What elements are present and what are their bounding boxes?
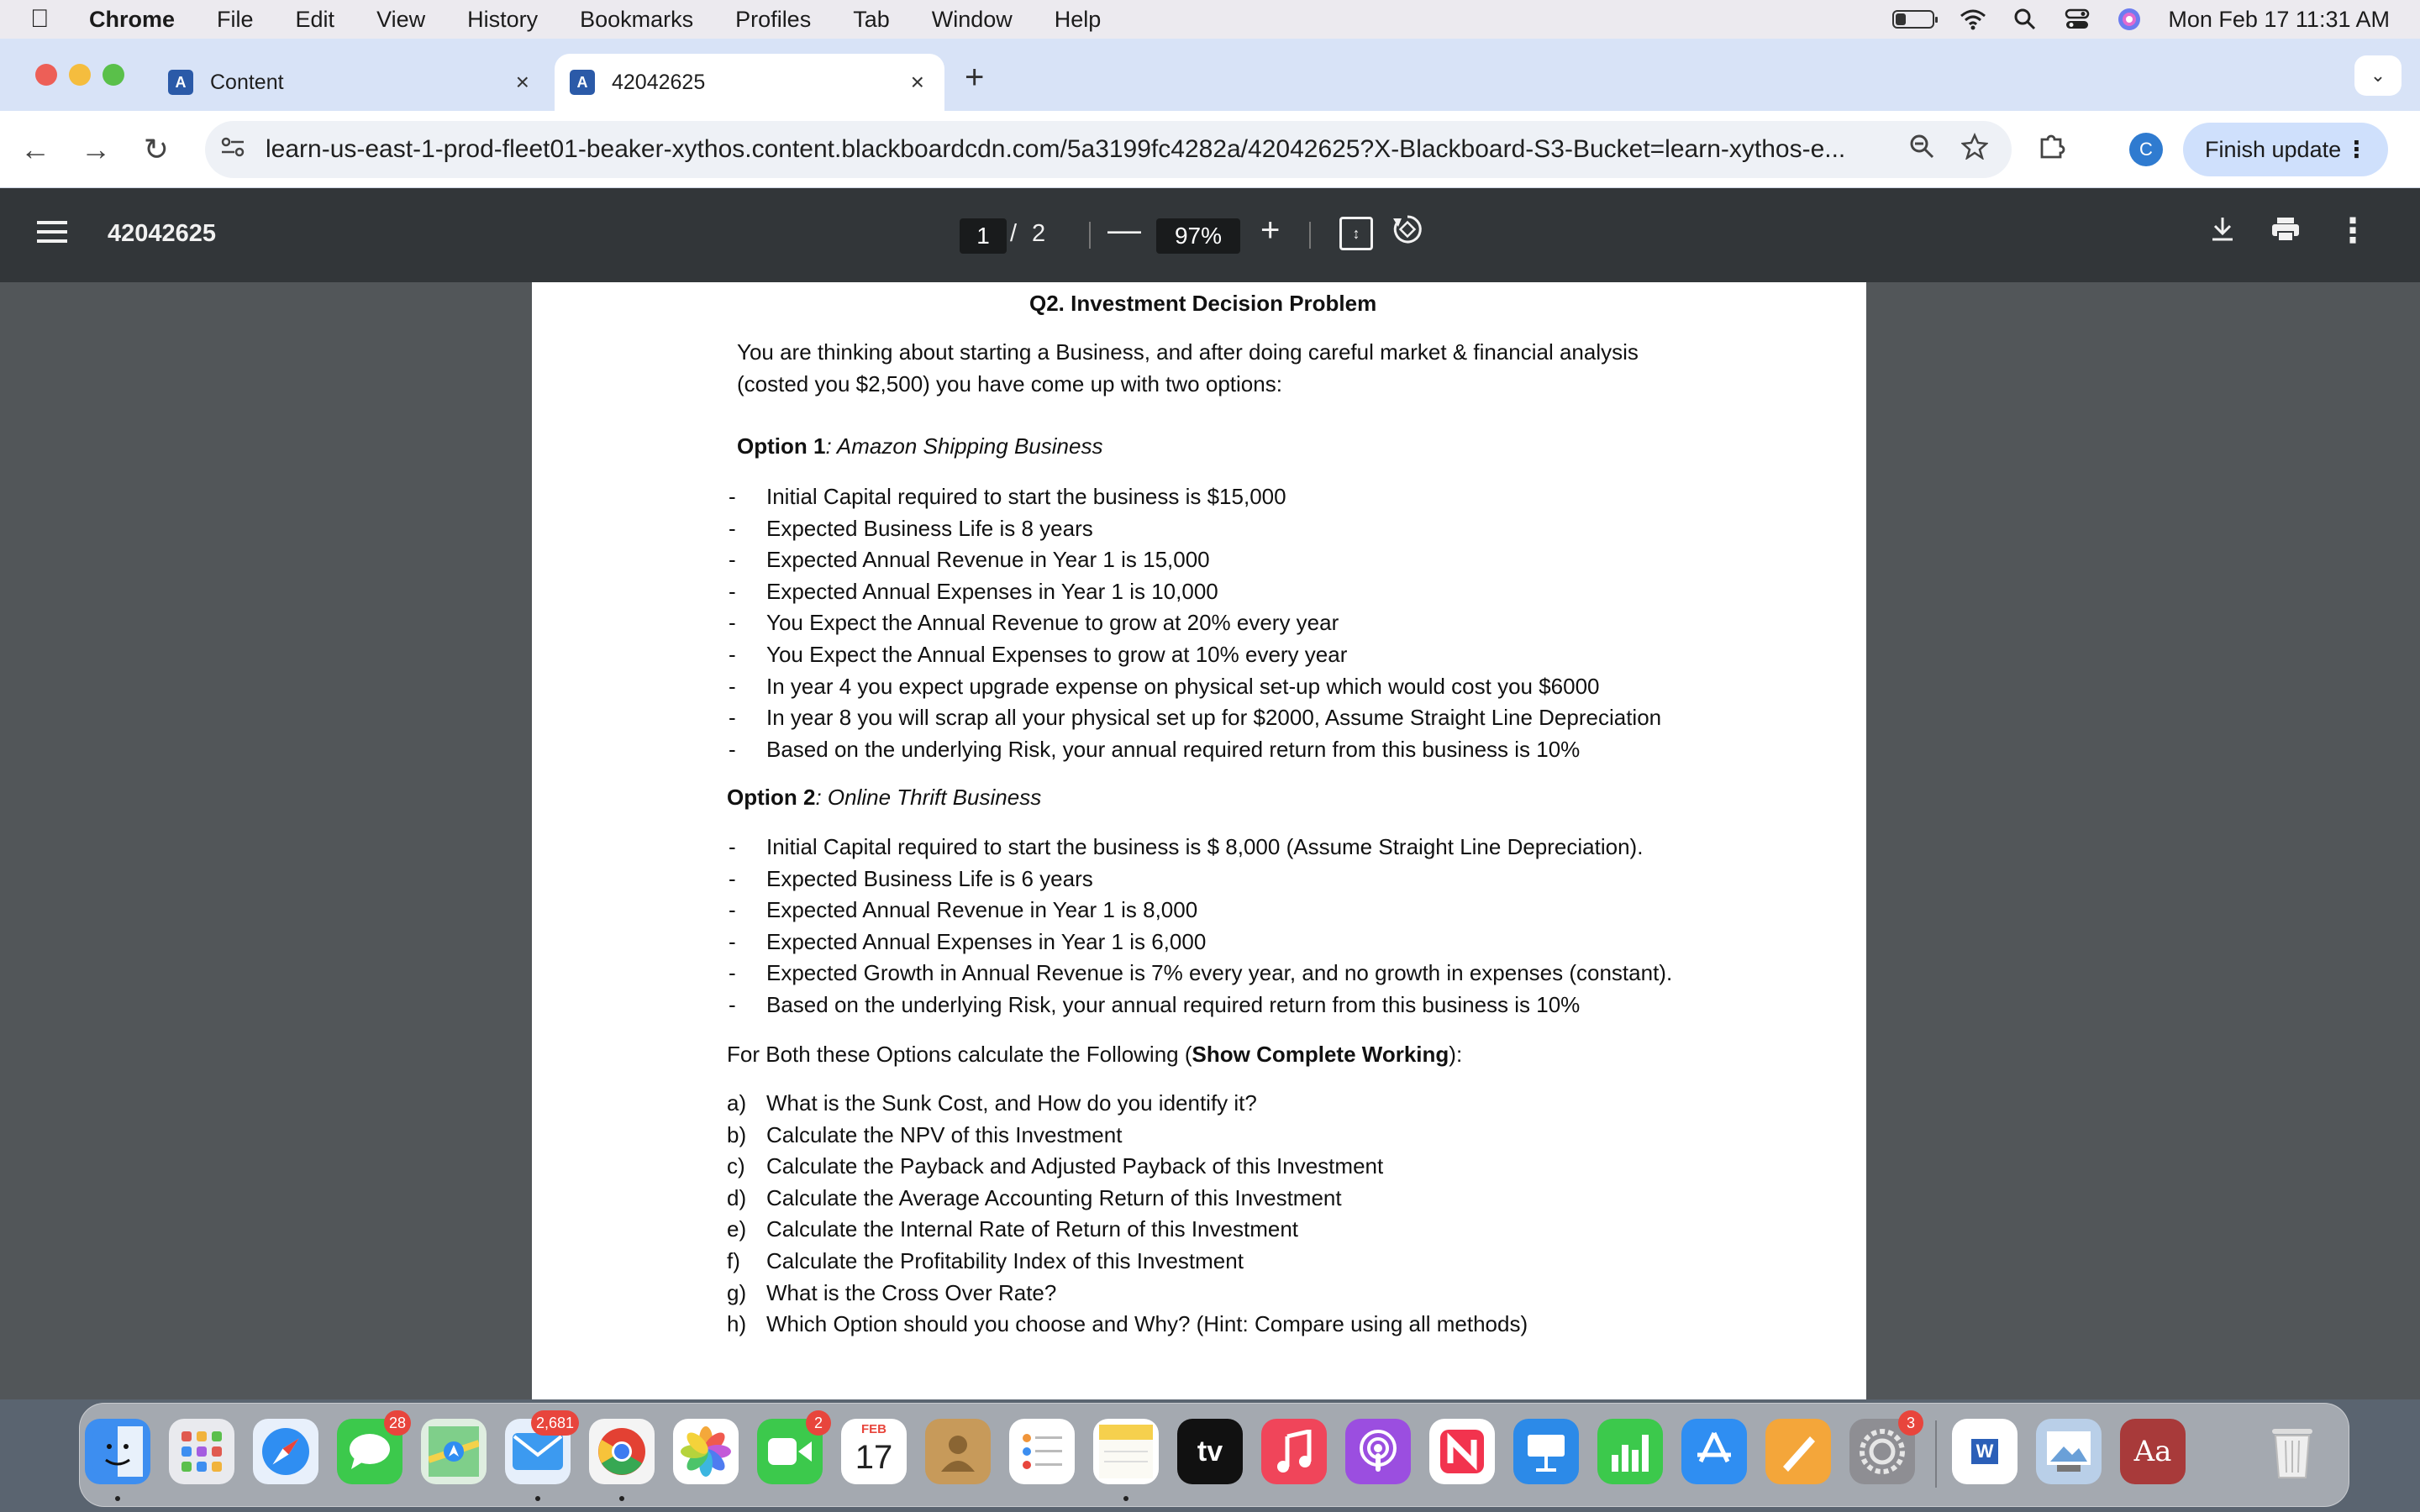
control-center-icon[interactable]: [2064, 6, 2091, 33]
url-text[interactable]: learn-us-east-1-prod-fleet01-beaker-xythos.content.blackboardcdn.com/5a3199fc4282a/42042625?X-Blackboard-S3-Bucket=learn-xythos-e...: [266, 135, 1846, 163]
finish-update-label: Finish update: [2205, 136, 2342, 162]
question-label: a): [727, 1090, 747, 1116]
bullet-item: Expected Growth in Annual Revenue is 7% every year, and no growth in expenses (constant).: [766, 960, 1673, 986]
bullet-dash: -: [729, 736, 736, 762]
instructions-bold: Show Complete Working: [1192, 1042, 1449, 1067]
menu-file[interactable]: File: [217, 6, 254, 32]
option-1-heading: [737, 433, 1102, 459]
tab-close-icon[interactable]: ×: [515, 69, 529, 95]
mail-icon[interactable]: [505, 1414, 574, 1484]
contacts-icon[interactable]: [925, 1419, 991, 1484]
question-label: f): [727, 1248, 740, 1273]
zoom-magnifier-icon[interactable]: [1909, 134, 1934, 165]
running-indicator: [535, 1496, 540, 1501]
intro-text-line-2: (costed you $2,500) you have come up with two options:: [737, 371, 1282, 396]
question-text: Which Option should you choose and Why? (Hint: Compare using all methods): [766, 1311, 1528, 1337]
question-label: b): [727, 1121, 747, 1147]
music-icon[interactable]: [1261, 1419, 1327, 1484]
new-tab-button[interactable]: +: [965, 59, 985, 96]
dock-separator: [1935, 1420, 1937, 1488]
question-label: g): [727, 1279, 747, 1305]
menu-bookmarks[interactable]: Bookmarks: [580, 6, 694, 32]
tab-search-dropdown-icon[interactable]: ⌄: [2354, 55, 2402, 96]
bullet-item: Expected Annual Expenses in Year 1 is 6,000: [766, 928, 1207, 954]
siri-icon[interactable]: [2116, 6, 2143, 33]
rotate-icon[interactable]: [1392, 213, 1423, 254]
extensions-puzzle-icon[interactable]: [2037, 131, 2065, 167]
calendar-day: 17: [855, 1439, 893, 1476]
page-number-input[interactable]: 1: [960, 218, 1007, 254]
tab-42042625[interactable]: [555, 54, 944, 111]
dictionary-icon[interactable]: [2120, 1419, 2186, 1484]
trash-icon[interactable]: [2260, 1419, 2325, 1484]
zoom-out-button[interactable]: —: [1107, 212, 1141, 249]
word-document-icon[interactable]: [1952, 1419, 2018, 1484]
menu-edit[interactable]: Edit: [295, 6, 335, 32]
chrome-window: [0, 39, 2420, 1399]
menu-tab[interactable]: Tab: [853, 6, 890, 32]
window-close-button[interactable]: [35, 64, 57, 86]
blackboard-favicon-icon: A: [168, 70, 193, 95]
bullet-item: In year 8 you will scrap all your physical set up for $2000, Assume Straight Line Depreciation: [766, 705, 1662, 731]
spotlight-search-icon[interactable]: [2012, 6, 2039, 33]
reload-button[interactable]: ↻: [143, 132, 170, 166]
bullet-item: Expected Business Life is 6 years: [766, 865, 1093, 891]
bullet-dash: -: [729, 673, 736, 699]
keynote-icon[interactable]: [1513, 1419, 1579, 1484]
pdf-more-options-icon[interactable]: ⋮: [2336, 213, 2370, 249]
photos-icon[interactable]: [673, 1419, 739, 1484]
calendar-icon[interactable]: [841, 1419, 907, 1484]
forward-button[interactable]: →: [81, 132, 111, 166]
messages-icon[interactable]: [337, 1414, 406, 1484]
bullet-dash: -: [729, 928, 736, 954]
question-text: Calculate the Profitability Index of this Investment: [766, 1248, 1244, 1273]
bullet-dash: -: [729, 578, 736, 604]
instructions-prefix: For Both these Options calculate the Following (: [727, 1042, 1192, 1067]
page-total: 2: [1032, 220, 1046, 247]
profile-avatar[interactable]: C: [2129, 133, 2163, 166]
pdf-viewer-toolbar: [0, 188, 2420, 282]
question-label: h): [727, 1311, 747, 1337]
question-text: Calculate the Average Accounting Return of this Investment: [766, 1184, 1342, 1210]
notes-icon[interactable]: [1093, 1419, 1159, 1484]
bullet-item: You Expect the Annual Expenses to grow at 10% every year: [766, 642, 1348, 667]
question-text: What is the Sunk Cost, and How do you identify it?: [766, 1090, 1257, 1116]
option-1-label: Option 1: [737, 433, 826, 459]
finder-icon[interactable]: [85, 1419, 150, 1484]
bookmark-star-icon[interactable]: [1961, 133, 1988, 166]
bullet-item: Expected Annual Expenses in Year 1 is 10,000: [766, 578, 1218, 604]
apple-menu-icon[interactable]: [30, 5, 64, 34]
bullet-dash: -: [729, 960, 736, 986]
dictionary-label: Aa: [2133, 1435, 2172, 1468]
word-label: W: [1971, 1439, 1999, 1464]
menu-window[interactable]: Window: [931, 6, 1013, 32]
fit-to-page-icon[interactable]: ↕: [1339, 217, 1373, 250]
bullet-dash: -: [729, 897, 736, 923]
apple-tv-icon[interactable]: [1177, 1419, 1243, 1484]
numbers-icon[interactable]: [1597, 1419, 1663, 1484]
facetime-icon[interactable]: [757, 1414, 823, 1484]
zoom-level-input[interactable]: 97%: [1156, 218, 1240, 254]
bullet-item: Initial Capital required to start the business is $15,000: [766, 484, 1286, 509]
page-separator: /: [1010, 220, 1018, 247]
bullet-dash: -: [729, 610, 736, 636]
bullet-dash: -: [729, 642, 736, 667]
menu-view[interactable]: View: [376, 6, 426, 32]
bullet-item: Expected Annual Revenue in Year 1 is 15,000: [766, 547, 1210, 573]
macos-menubar: [0, 0, 2420, 39]
bullet-item: Expected Annual Revenue in Year 1 is 8,000: [766, 897, 1198, 923]
tab-title: 42042625: [612, 70, 706, 94]
toolbar-divider: [1309, 222, 1311, 249]
menu-history[interactable]: History: [467, 6, 539, 32]
bullet-item: Based on the underlying Risk, your annual required return from this business is 10%: [766, 736, 1581, 762]
running-indicator: [619, 1496, 624, 1501]
chrome-menu-icon[interactable]: ⋮: [2345, 136, 2368, 162]
window-zoom-button[interactable]: [103, 64, 124, 86]
download-icon[interactable]: [2210, 215, 2235, 250]
bullet-dash: -: [729, 865, 736, 891]
tab-strip: [0, 39, 2420, 111]
document-heading: Q2. Investment Decision Problem: [1029, 291, 1377, 316]
address-bar[interactable]: [205, 121, 2012, 178]
bullet-item: Initial Capital required to start the business is $ 8,000 (Assume Straight Line Depreciation).: [766, 834, 1644, 859]
bullet-dash: -: [729, 515, 736, 541]
reminders-icon[interactable]: [1009, 1419, 1075, 1484]
pdf-viewport[interactable]: [0, 282, 2420, 1399]
bullet-dash: -: [729, 992, 736, 1017]
finish-update-button[interactable]: [2183, 123, 2388, 176]
option-2-name: : Online Thrift Business: [815, 785, 1042, 810]
option-2-label: Option 2: [727, 785, 816, 810]
zoom-in-button[interactable]: +: [1260, 212, 1281, 249]
app-store-icon[interactable]: [1681, 1419, 1747, 1484]
messages-badge: 28: [384, 1410, 411, 1436]
bullet-item: In year 4 you expect upgrade expense on physical set-up which would cost you $6000: [766, 673, 1600, 699]
print-icon[interactable]: [2270, 215, 2301, 250]
running-indicator: [1123, 1496, 1128, 1501]
intro-text-line-1: You are thinking about starting a Business, and after doing careful market & financial analysis: [737, 339, 1639, 365]
question-text: Calculate the Internal Rate of Return of this Investment: [766, 1216, 1299, 1242]
chrome-icon[interactable]: [589, 1419, 655, 1484]
pdf-document-title: 42042625: [108, 220, 217, 247]
pdf-page: [532, 282, 1866, 1399]
calendar-month: FEB: [861, 1422, 886, 1436]
mail-badge: 2,681: [531, 1410, 579, 1436]
option-2-heading: [727, 785, 1041, 811]
maps-icon[interactable]: [421, 1419, 487, 1484]
menubar-clock[interactable]: Mon Feb 17 11:31 AM: [2168, 6, 2390, 32]
preview-icon[interactable]: [2036, 1419, 2102, 1484]
menu-help[interactable]: Help: [1054, 6, 1102, 32]
instructions-line: [727, 1042, 1462, 1068]
podcasts-icon[interactable]: [1345, 1419, 1411, 1484]
instructions-suffix: ):: [1449, 1042, 1463, 1067]
pages-icon[interactable]: [1765, 1419, 1831, 1484]
question-text: Calculate the Payback and Adjusted Payback of this Investment: [766, 1153, 1384, 1179]
news-icon[interactable]: [1429, 1419, 1495, 1484]
sidebar-menu-icon[interactable]: [37, 215, 67, 253]
toolbar-divider: [1089, 222, 1091, 249]
bullet-dash: -: [729, 705, 736, 731]
safari-icon[interactable]: [253, 1419, 318, 1484]
window-minimize-button[interactable]: [69, 64, 91, 86]
site-info-icon[interactable]: [220, 136, 245, 164]
macos-dock: [79, 1403, 2349, 1507]
browser-toolbar: [0, 111, 2420, 188]
question-label: e): [727, 1216, 747, 1242]
menu-app-chrome[interactable]: Chrome: [89, 6, 176, 32]
settings-badge: 3: [1898, 1410, 1923, 1436]
menu-profiles[interactable]: Profiles: [735, 6, 812, 32]
option-1-name: : Amazon Shipping Business: [825, 433, 1103, 459]
bullet-dash: -: [729, 484, 736, 509]
apple-tv-label: tv: [1197, 1435, 1223, 1467]
launchpad-icon[interactable]: [169, 1419, 234, 1484]
tab-content[interactable]: [150, 54, 550, 111]
question-text: What is the Cross Over Rate?: [766, 1279, 1057, 1305]
desktop-background: [0, 1399, 2420, 1512]
system-settings-icon[interactable]: [1849, 1414, 1915, 1484]
question-text: Calculate the NPV of this Investment: [766, 1121, 1123, 1147]
bullet-item: Based on the underlying Risk, your annual required return from this business is 10%: [766, 992, 1581, 1017]
back-button[interactable]: ←: [20, 132, 50, 166]
question-label: d): [727, 1184, 747, 1210]
bullet-item: You Expect the Annual Revenue to grow at 20% every year: [766, 610, 1339, 636]
menubar-status-area: [1892, 0, 2390, 39]
running-indicator: [115, 1496, 120, 1501]
tab-close-icon[interactable]: ×: [910, 69, 924, 95]
facetime-badge: 2: [806, 1410, 831, 1436]
question-label: c): [727, 1153, 745, 1179]
blackboard-favicon-icon: A: [570, 70, 595, 95]
tab-title: Content: [210, 70, 284, 94]
bullet-dash: -: [729, 547, 736, 573]
bullet-dash: -: [729, 834, 736, 859]
wifi-icon[interactable]: [1960, 6, 1986, 33]
battery-icon[interactable]: [1892, 10, 1934, 29]
bullet-item: Expected Business Life is 8 years: [766, 515, 1093, 541]
